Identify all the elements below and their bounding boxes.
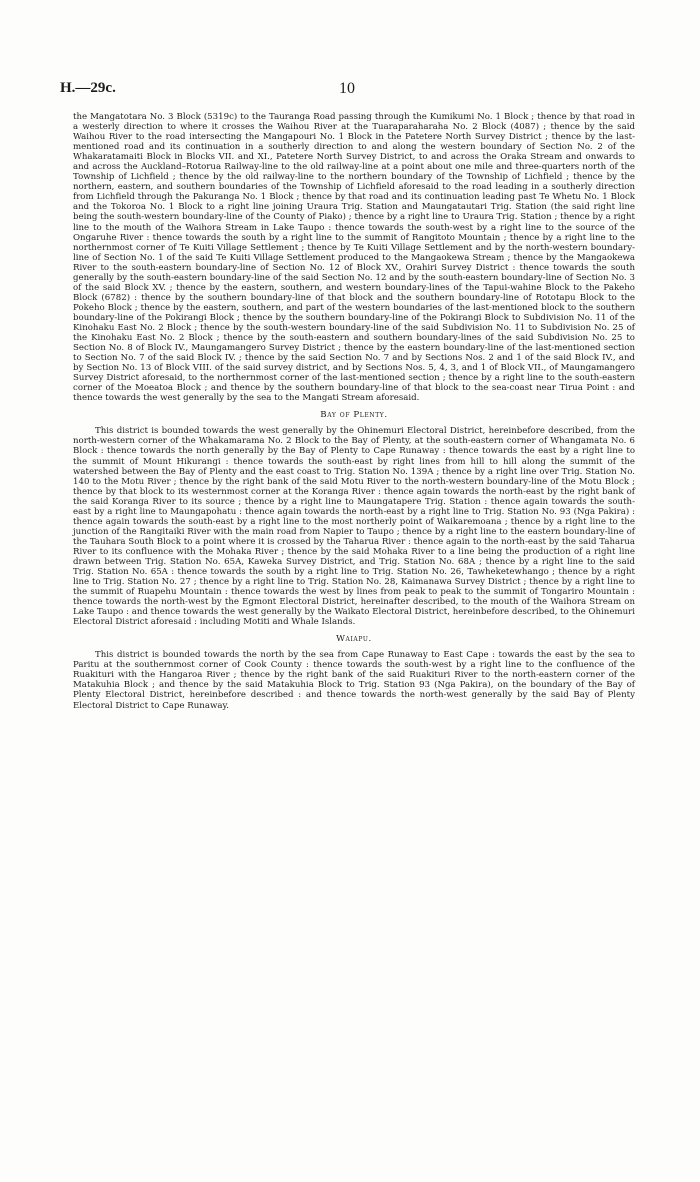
page-number: 10 <box>339 80 355 97</box>
page-header <box>60 80 634 100</box>
continuation-paragraph: the Mangatotara No. 3 Block (5319c) to the Tauranga Road passing through the Kumikumi No. 1 Block ; thence by that road in a westerly direction to where it crosses the Waihou River at the Tuaraparaharaha No. 2 Block (4087) ; thence by the said Waihou River to the road intersecting the Mangapouri No. 1 Block in the Patetere North Survey District ; thence by the last-mentioned road and its continuation in a southerly direction to and along the western boundary of Section No. 2 of the Whakaratamaiti Block in Blocks VII. and XI., Patetere North Survey District, to and across the Oraka Stream and onwards to and across the Auckland–Rotorua Railway-line to the old railway-line at a point about one mile and three-quarters north of the Township of Lichfield ; thence by the old railway-line to the northern boundary of the Township of Lichfield ; thence by the northern, eastern, and southern boundaries of the Township of Lichfield aforesaid to the road leading in a southerly direction from Lichfield through the Pakuranga No. 1 Block ; thence by that road and its continuation leading past Te Whetu No. 1 Block and the Tokoroa No. 1 Block to a right line joining Uraura Trig. Station and Maungatautari Trig. Station (the said right line being the south-western boundary-line of the County of Piako) ; thence by a right line to Uraura Trig. Station ; thence by a right line to the mouth of the Waihora Stream in Lake Taupo : thence towards the south-west by a right line to the source of the Ongaruhe River : thence towards the south by a right line to the summit of Rangitoto Mountain ; thence by a right line to the northernmost corner of Te Kuiti Village Settlement ; thence by Te Kuiti Village Settlement and by the north-western boundary-line of Section No. 1 of the said Te Kuiti Village Settlement produced to the Mangaokewa Stream ; thence by the Mangaokewa River to the south-eastern boundary-line of Section No. 12 of Block XV., Orahiri Survey District : thence towards the south generally by the south-eastern boundary-line of the said Section No. 12 and by the south-eastern boundary-line of Section No. 3 of the said Block XV. ; thence by the eastern, southern, and western boundary-lines of the Tapui-wahine Block to the Pakeho Block (6782) : thence by the southern boundary-line of that block and the southern boundary-line of Rototapu Block to the Pokeho Block ; thence by the eastern, southern, and part of the western boundaries of the last-mentioned block to the southern boundary-line of the Pokirangi Block ; thence by the southern boundary-line of the Pokirangi Block to Subdivision No. 11 of the Kinohaku East No. 2 Block ; thence by the south-western boundary-line of the said Subdivision No. 11 to Subdivision No. 25 of the Kinohaku East No. 2 Block ; thence by the south-eastern and southern boundary-lines of the said Subdivision No. 25 to Section No. 8 of Block IV., Maungamangero Survey District ; thence by the eastern boundary-line of the last-mentioned section to Section No. 7 of the said Block IV. ; thence by the said Section No. 7 and by Sections Nos. 2 and 1 of the said Block IV., and by Section No. 13 of Block VIII. of the said survey district, and by Sections Nos. 5, 4, 3, and 1 of Block VII., of Maungamangero Survey District aforesaid, to the northernmost corner of the last-mentioned section ; thence by a right line to the south-eastern corner of the Moeatoa Block ; and thence by the southern boundary-line of that block to the sea-coast near Tirua Point : and thence towards the west generally by the sea to the Mangati Stream aforesaid. <box>73 112 635 404</box>
section-heading-waiapu: Waiapu. <box>336 634 372 645</box>
waiapu-paragraph: This district is bounded towards the north by the sea from Cape Runaway to East Cape : towards the east by the sea to Paritu at the southernmost corner of Cook County : thence towards the south-west by a right line to the confluence of the Ruakituri with the Hangaroa River ; thence by the right bank of the said Ruakituri River to the north-eastern corner of the Matakuhia Block ; and thence by the said Matakuhia Block to Trig. Station 93 (Nga Pakira), on the boundary of the Bay of Plenty Electoral District, hereinbefore described : and thence towards the north-west generally by the said Bay of Plenty Electoral District to Cape Runaway. <box>73 650 635 711</box>
bay-of-plenty-paragraph: This district is bounded towards the west generally by the Ohinemuri Electoral District, hereinbefore described, from the north-western corner of the Whakamarama No. 2 Block to the Bay of Plenty, at the south-eastern corner of Whangamata No. 6 Block : thence towards the north generally by the Bay of Plenty to Cape Runaway : thence towards the east by a right line to the summit of Mount Hikurangi : thence towards the south-east by right lines from hill to hill along the summit of the watershed between the Bay of Plenty and the east coast to Trig. Station No. 139A ; thence by a right line over Trig. Station No. 140 to the Motu River ; thence by the right bank of the said Motu River to the north-western boundary-line of the Motu Block ; thence by that block to its westernmost corner at the Koranga River : thence again towards the north-east by the right bank of the said Koranga River to its source ; thence by a right line to Maungatapere Trig. Station : thence again towards the south-east by a right line to Maungapohatu : thence again towards the north-east by a right line to Trig. Station No. 93 (Nga Pakira) : thence again towards the south-east by a right line to the most northerly point of Waikaremoana ; thence by a right line to the junction of the Rangitaiki River with the main road from Napier to Taupo ; thence by a right line to the eastern boundary-line of the Tauhara South Block to a point where it is crossed by the Taharua River : thence again to the north-east by the said Taharua River to its confluence with the Mohaka River ; thence by the said Mohaka River to a line being the production of a right line drawn between Trig. Station No. 65A, Kaweka Survey District, and Trig. Station No. 68A ; thence by a right line to the said Trig. Station No. 65A : thence towards the south by a right line to Trig. Station No. 26, Tawheketewhango ; thence by a right line to Trig. Station No. 27 ; thence by a right line to Trig. Station No. 28, Kaimanawa Survey District ; thence by a right line to the summit of Ruapehu Mountain : thence towards the west by lines from peak to peak to the summit of Tongariro Mountain : thence towards the north-west by the Egmont Electoral District, hereinafter described, to the mouth of the Waihora Stream on Lake Taupo : and thence towards the west generally by the Waikato Electoral District, hereinbefore described, to the Ohinemuri Electoral District aforesaid : including Motiti and Whale Islands. <box>73 426 635 628</box>
section-heading-bay-of-plenty: Bay of Plenty. <box>320 410 388 421</box>
document-reference: H.—29c. <box>60 80 116 96</box>
document-body <box>73 112 635 711</box>
